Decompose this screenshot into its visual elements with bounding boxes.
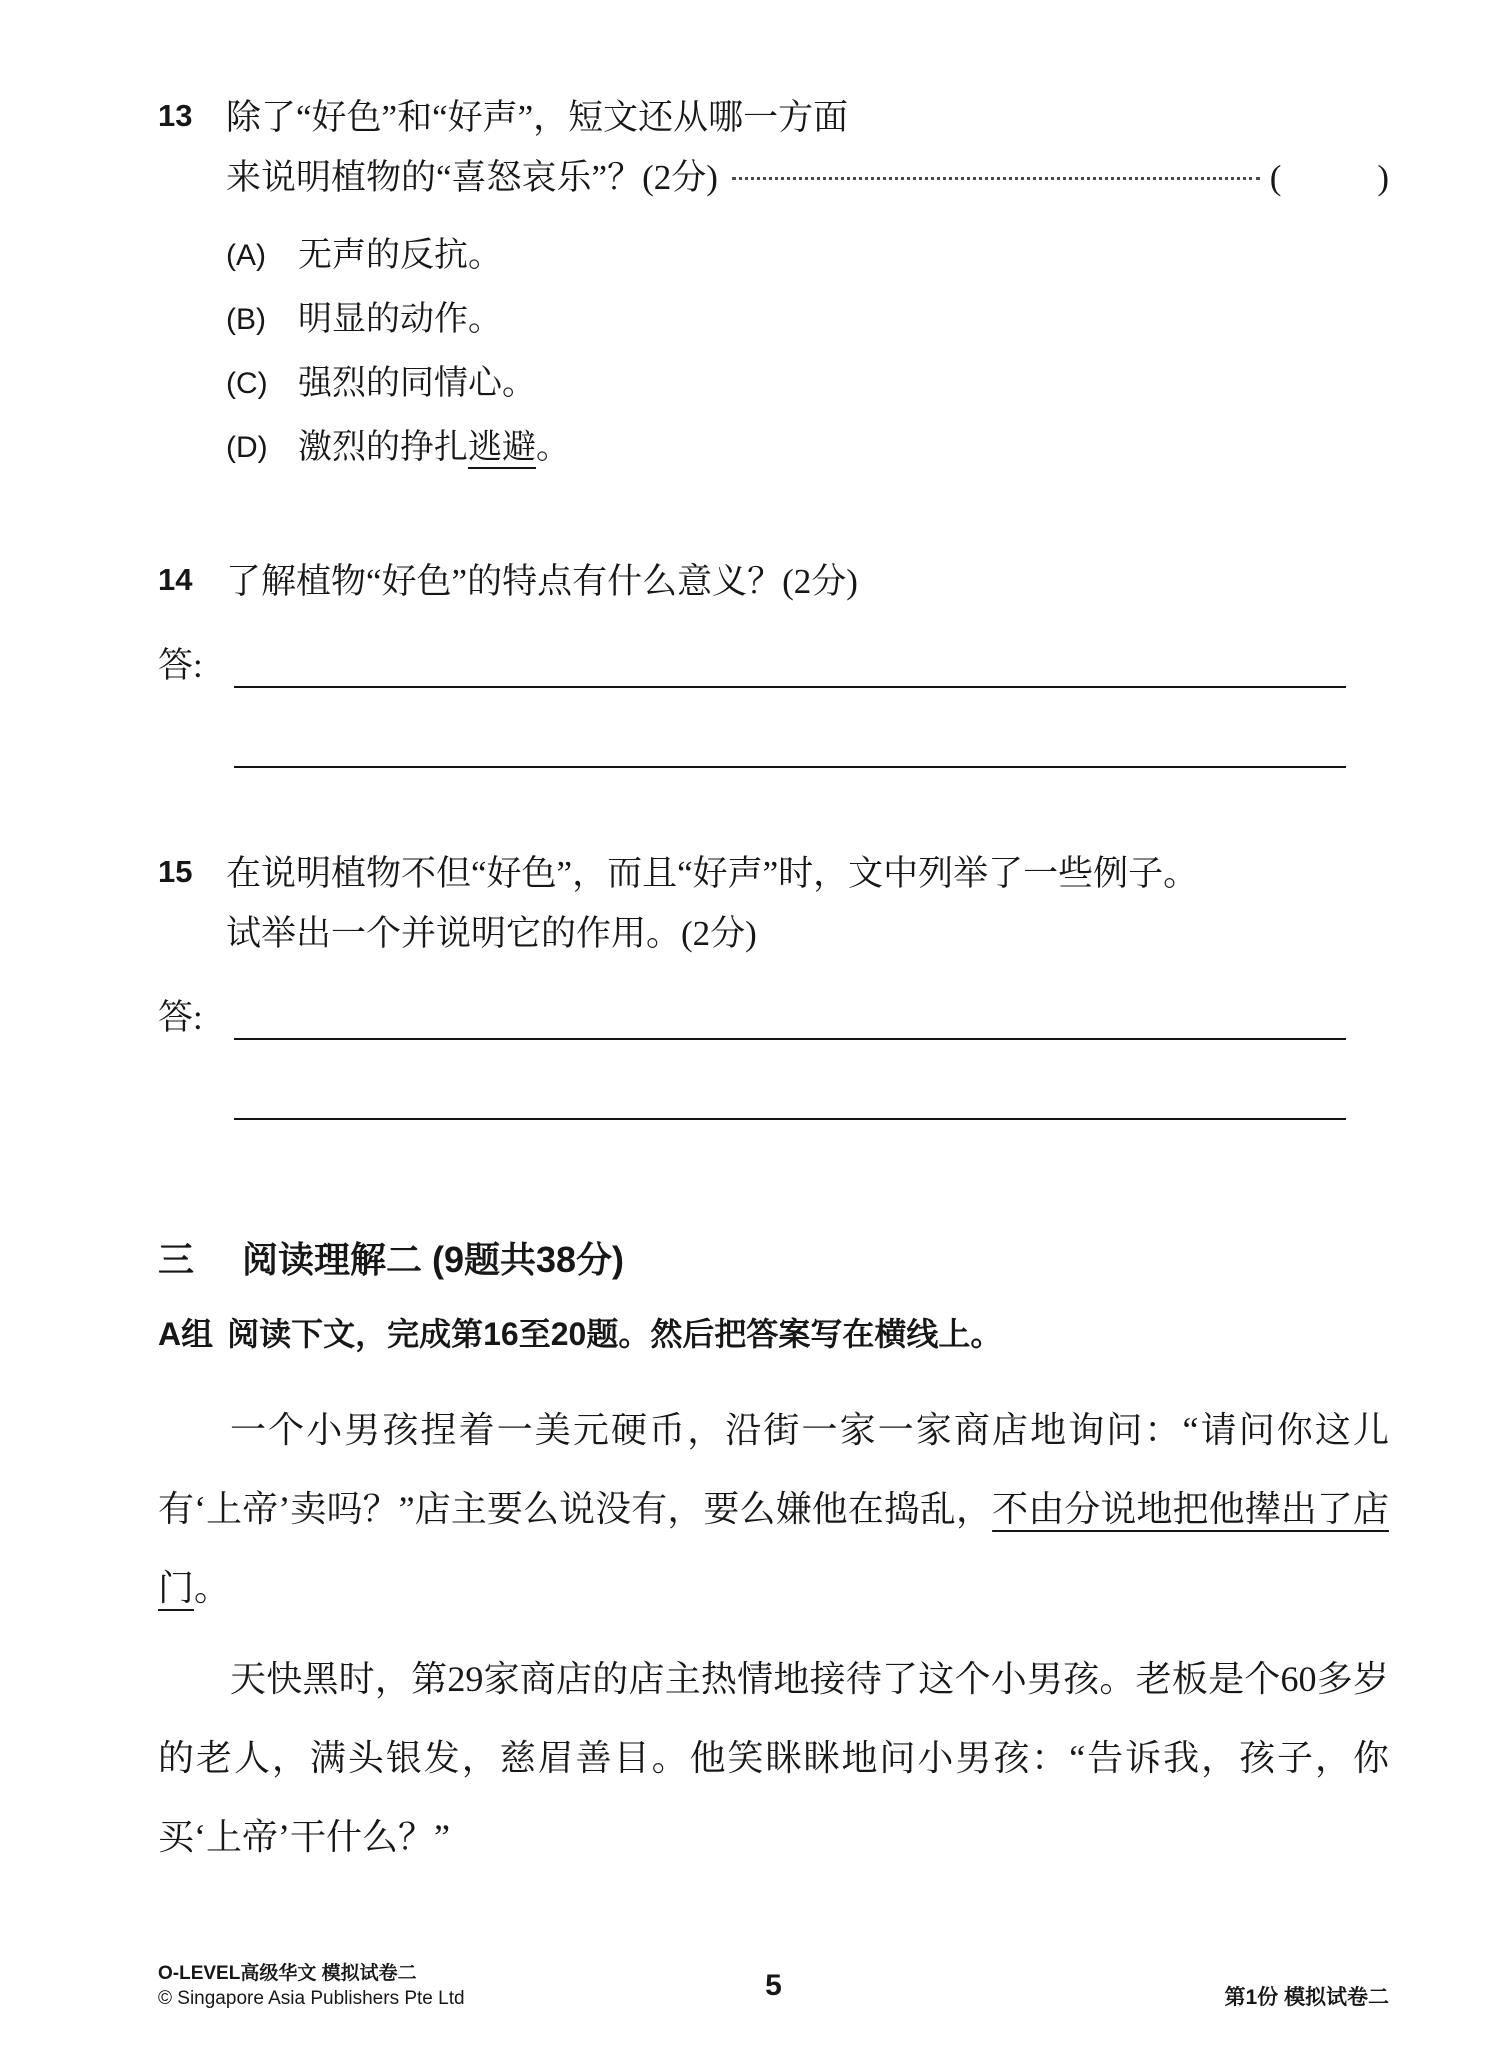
question-13-stem-line1: 除了“好色”和“好声”，短文还从哪一方面: [226, 98, 849, 137]
option-b-label: (B): [226, 303, 266, 336]
page-number: 5: [765, 1969, 782, 2002]
section-title: 阅读理解二 (9题共38分): [242, 1239, 625, 1280]
question-13-stem-line2: [226, 148, 1389, 208]
section-heading: [158, 1232, 1389, 1283]
option-d-label: (D): [226, 431, 268, 464]
answer-blank-line[interactable]: [234, 990, 1346, 1040]
option-d[interactable]: [226, 416, 1389, 480]
section-number: 三: [158, 1239, 195, 1280]
question-13: [158, 88, 1389, 480]
option-b-text: 明显的动作。: [298, 301, 502, 338]
option-a-label: (A): [226, 239, 266, 272]
footer-edition: O-LEVEL高级华文 模拟试卷二: [158, 1963, 417, 1984]
group-instruction-line: [158, 1309, 1389, 1355]
bracket-open: (: [1269, 158, 1282, 197]
passage-paragraph-2: 天快黑时，第29家商店的店主热情地接待了这个小男孩。老板是个60多岁的老人，满头银发，慈眉善目。他笑眯眯地问小男孩：“告诉我，孩子，你买‘上帝’干什么？”: [158, 1659, 1389, 1857]
question-15-stem-line1: 在说明植物不但“好色”，而且“好声”时，文中列举了一些例子。: [226, 854, 1199, 893]
answer-label: 答:: [158, 998, 203, 1037]
question-13-number: 13: [158, 98, 193, 133]
option-d-text: 激烈的挣扎逃避。: [298, 429, 570, 466]
answer-blank-line[interactable]: [234, 638, 1346, 688]
group-label: A组: [158, 1316, 214, 1352]
question-14-number: 14: [158, 562, 193, 597]
question-13-stem-text: 来说明植物的“喜怒哀乐”？(2分): [226, 158, 718, 197]
answer-label: 答:: [158, 646, 203, 685]
footer-left: [158, 1961, 465, 2011]
page-footer: [158, 1961, 1389, 2011]
option-a[interactable]: [226, 224, 1389, 288]
question-14-answer-area: [158, 638, 1346, 768]
group-instruction: 阅读下文，完成第16至20题。然后把答案写在横线上。: [227, 1316, 1003, 1352]
option-a-text: 无声的反抗。: [298, 237, 502, 274]
question-14-stem: 了解植物“好色”的特点有什么意义？(2分): [226, 562, 858, 601]
option-c-text: 强烈的同情心。: [298, 365, 536, 402]
option-c-label: (C): [226, 367, 268, 400]
question-15-answer-area: [158, 990, 1346, 1120]
footer-section-label: 第1份 模拟试卷二: [1224, 1986, 1389, 2009]
answer-blank-line[interactable]: [234, 718, 1346, 768]
answer-bracket[interactable]: [1270, 148, 1389, 208]
leader-dots: [732, 177, 1260, 180]
bracket-close: ): [1377, 158, 1389, 197]
question-14: [158, 552, 1389, 612]
answer-blank-line[interactable]: [234, 1070, 1346, 1120]
question-15-stem-line2: 试举出一个并说明它的作用。(2分): [226, 914, 757, 953]
option-c[interactable]: [226, 352, 1389, 416]
question-15-number: 15: [158, 854, 193, 889]
underlined-phrase: 不由分说地把他撵出了店门: [158, 1489, 1389, 1608]
reading-passage: [158, 1391, 1389, 1877]
question-13-options: [226, 224, 1389, 480]
option-b[interactable]: [226, 288, 1389, 352]
footer-publisher: © Singapore Asia Publishers Pte Ltd: [158, 1988, 465, 2009]
passage-paragraph-1: 一个小男孩捏着一美元硬币，沿街一家一家商店地询问：“请问你这儿有‘上帝’卖吗？”店主要么说没有，要么嫌他在捣乱，不由分说地把他撵出了店门。: [158, 1410, 1389, 1608]
question-15: [158, 844, 1389, 964]
